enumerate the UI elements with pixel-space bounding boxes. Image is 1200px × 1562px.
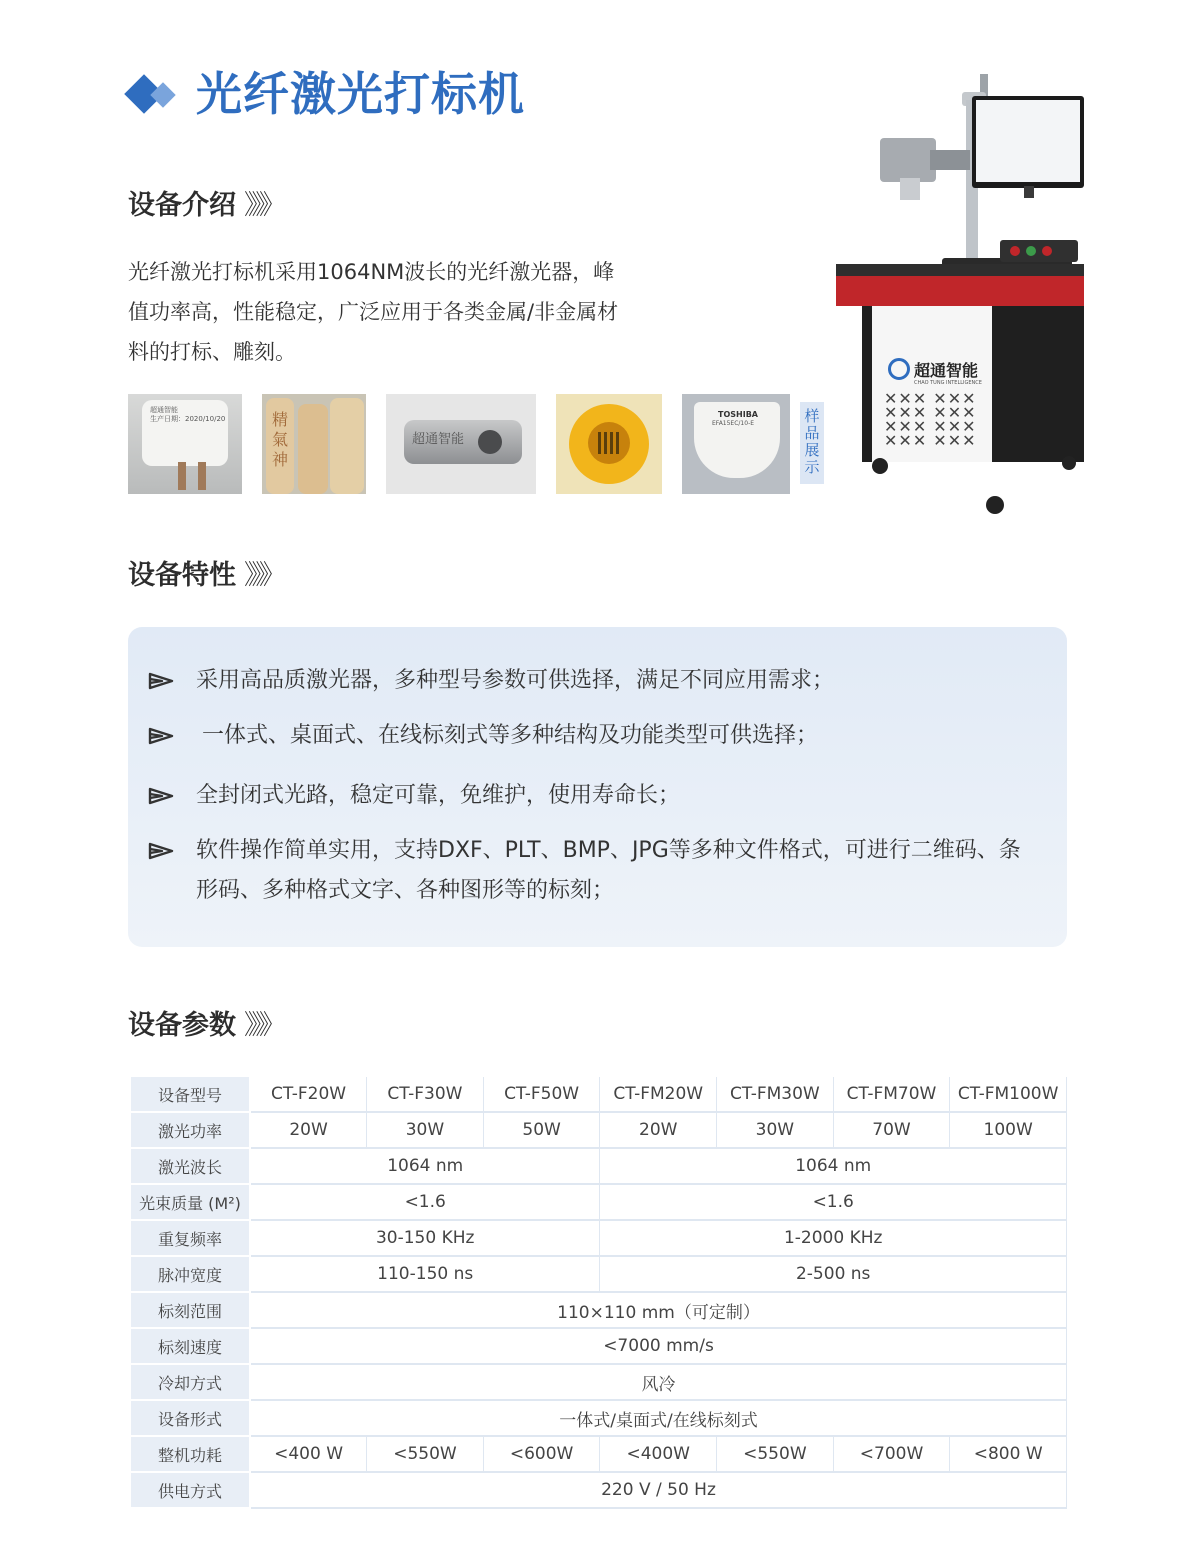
table-cell: 110×110 mm（可定制）	[250, 1292, 1067, 1328]
section-features-title	[128, 558, 280, 594]
table-cell: 20W	[250, 1112, 367, 1148]
row-label: 供电方式	[130, 1472, 250, 1508]
table-cell: 50W	[483, 1112, 600, 1148]
row-label: 设备形式	[130, 1400, 250, 1436]
row-label: 整机功耗	[130, 1436, 250, 1472]
row-label: 标刻范围	[130, 1292, 250, 1328]
table-cell: 2-500 ns	[600, 1256, 1067, 1292]
arrow-bullet-icon	[148, 727, 174, 745]
row-label: 脉冲宽度	[130, 1256, 250, 1292]
row-label: 激光波长	[130, 1148, 250, 1184]
page-title: 光纤激光打标机	[196, 67, 525, 121]
table-cell: 220 V / 50 Hz	[250, 1472, 1067, 1508]
intro-line: 料的打标、雕刻。	[128, 340, 296, 364]
feature-item-continued: 形码、多种格式文字、各种图形等的标刻；	[196, 878, 615, 903]
chevron-icon: 》》》	[244, 1010, 280, 1041]
sample-bulb-image	[682, 394, 790, 494]
sample-cap-image	[556, 394, 662, 494]
table-cell: 30W	[717, 1112, 834, 1148]
machine-brand-en: CHAO TUNG INTELLIGENCE	[914, 380, 982, 386]
row-label: 激光功率	[130, 1112, 250, 1148]
table-row	[130, 1400, 1067, 1436]
feature-item: 软件操作简单实用，支持DXF、PLT、BMP、JPG等多种文件格式，可进行二维码、条	[196, 838, 1021, 863]
table-cell: 风冷	[250, 1364, 1067, 1400]
table-cell: CT-F20W	[250, 1076, 367, 1112]
bulb-model: EFA15EC/10-E	[712, 420, 755, 427]
plug-text-2: 生产日期：2020/10/20	[150, 415, 226, 423]
table-row	[130, 1292, 1067, 1328]
row-label: 标刻速度	[130, 1328, 250, 1364]
table-cell: 一体式/桌面式/在线标刻式	[250, 1400, 1067, 1436]
table-cell: 1064 nm	[250, 1148, 600, 1184]
section-params-label: 设备参数	[128, 1010, 236, 1041]
table-cell: <700W	[833, 1436, 950, 1472]
arrow-bullet-icon	[148, 672, 174, 690]
table-row	[130, 1364, 1067, 1400]
table-cell: 100W	[950, 1112, 1067, 1148]
section-intro-label: 设备介绍	[128, 190, 236, 221]
table-row	[130, 1148, 1067, 1184]
table-cell: <7000 mm/s	[250, 1328, 1067, 1364]
table-cell: CT-FM70W	[833, 1076, 950, 1112]
table-cell: <550W	[367, 1436, 484, 1472]
table-row	[130, 1112, 1067, 1148]
table-cell: <600W	[483, 1436, 600, 1472]
row-label: 设备型号	[130, 1076, 250, 1112]
table-cell: CT-F30W	[367, 1076, 484, 1112]
row-label: 光束质量 (M²)	[130, 1184, 250, 1220]
chevron-icon: 》》》	[244, 560, 280, 591]
table-row	[130, 1076, 1067, 1112]
sample-wood-image	[262, 394, 366, 494]
table-cell: <1.6	[600, 1184, 1067, 1220]
table-cell: <400 W	[250, 1436, 367, 1472]
table-cell: <400W	[600, 1436, 717, 1472]
table-cell: 20W	[600, 1112, 717, 1148]
sample-usb-image	[386, 394, 536, 494]
table-cell: CT-FM100W	[950, 1076, 1067, 1112]
section-params-title	[128, 1008, 280, 1044]
bulb-brand: TOSHIBA	[718, 410, 758, 419]
wood-text: 精氣神	[272, 410, 289, 469]
table-cell: CT-FM30W	[717, 1076, 834, 1112]
table-row	[130, 1256, 1067, 1292]
arrow-bullet-icon	[148, 842, 174, 860]
section-features-label: 设备特性	[128, 560, 236, 591]
feature-item: 全封闭式光路，稳定可靠，免维护，使用寿命长；	[196, 783, 681, 808]
table-cell: CT-F50W	[483, 1076, 600, 1112]
feature-item: 一体式、桌面式、在线标刻式等多种结构及功能类型可供选择；	[202, 723, 819, 748]
params-table	[129, 1075, 1067, 1509]
intro-paragraph	[128, 252, 688, 372]
sample-plug-image	[128, 394, 242, 494]
section-intro-title	[128, 188, 280, 224]
plug-text-1: 超通智能	[150, 406, 178, 414]
table-cell: 110-150 ns	[250, 1256, 600, 1292]
row-label: 冷却方式	[130, 1364, 250, 1400]
table-row	[130, 1472, 1067, 1508]
intro-line: 值功率高，性能稳定，广泛应用于各类金属/非金属材	[128, 300, 619, 324]
table-row	[130, 1436, 1067, 1472]
row-label: 重复频率	[130, 1220, 250, 1256]
table-cell: <800 W	[950, 1436, 1067, 1472]
table-cell: 70W	[833, 1112, 950, 1148]
arrow-bullet-icon	[148, 787, 174, 805]
table-cell: <1.6	[250, 1184, 600, 1220]
table-row	[130, 1220, 1067, 1256]
table-cell: 30W	[367, 1112, 484, 1148]
table-cell: <550W	[717, 1436, 834, 1472]
table-cell: 1-2000 KHz	[600, 1220, 1067, 1256]
usb-text: 超通智能	[412, 432, 465, 447]
intro-line: 光纤激光打标机采用1064NM波长的光纤激光器，峰	[128, 260, 615, 284]
sample-showcase-tag: 样品展示	[800, 402, 824, 484]
feature-item: 采用高品质激光器，多种型号参数可供选择，满足不同应用需求；	[196, 668, 835, 693]
table-cell: 30-150 KHz	[250, 1220, 600, 1256]
table-row	[130, 1184, 1067, 1220]
table-cell: 1064 nm	[600, 1148, 1067, 1184]
chevron-icon: 》》》	[244, 190, 280, 221]
machine-brand: 超通智能	[914, 361, 979, 380]
table-row	[130, 1328, 1067, 1364]
table-cell: CT-FM20W	[600, 1076, 717, 1112]
